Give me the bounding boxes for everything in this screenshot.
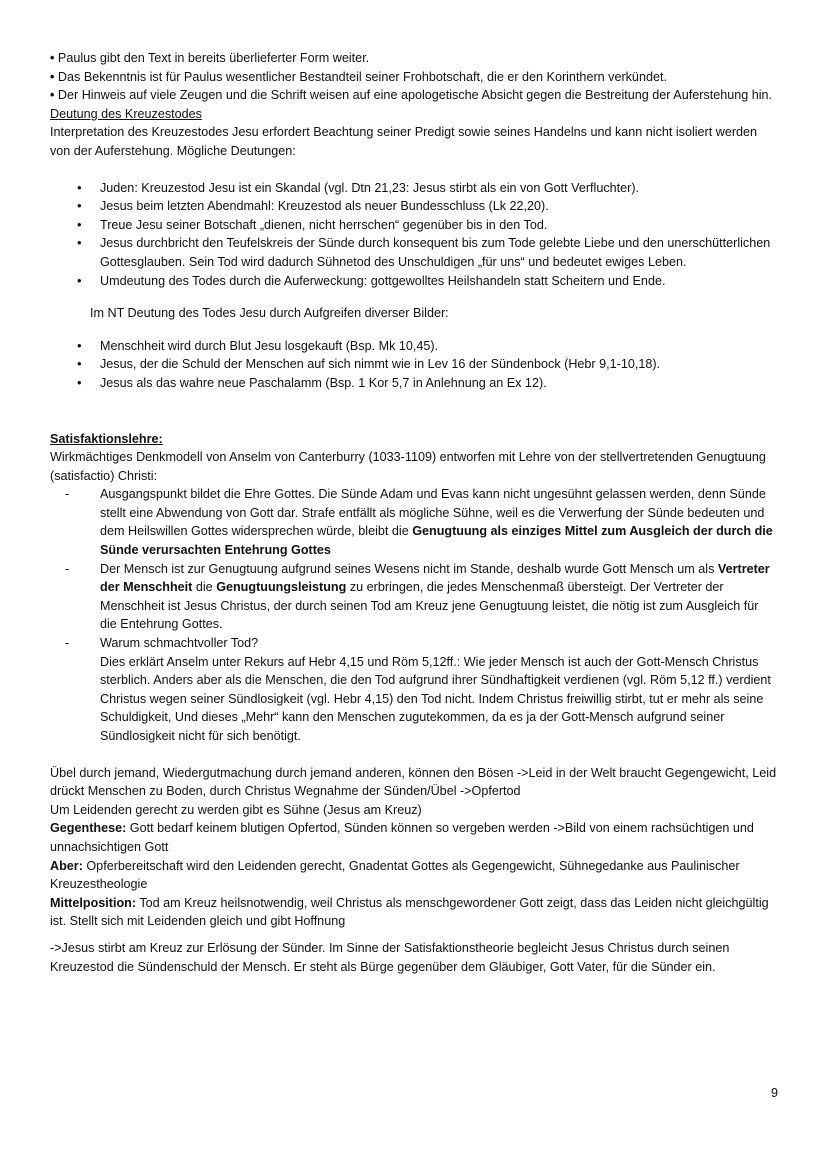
nt-intro: Im NT Deutung des Todes Jesu durch Aufgreifen diverser Bilder:	[90, 306, 449, 321]
aber-paragraph: Aber: Opferbereitschaft wird den Leidenden gerecht, Gnadentat Gottes als Gegengewicht, Sühnegedanke aus Paulinischer Kreuzestheologie	[50, 858, 740, 892]
nt-list	[50, 337, 778, 393]
section-heading-satisfaktion: Satisfaktionslehre:	[50, 431, 163, 446]
list-item: • Jesus beim letzten Abendmahl: Kreuzestod als neuer Bundesschluss (Lk 22,20).	[50, 197, 778, 216]
page-number: 9	[770, 1086, 778, 1100]
list-item: • Treue Jesu seiner Botschaft „dienen, nicht herrschen“ gegenüber bis in den Tod.	[50, 216, 778, 235]
deutung-list	[50, 179, 778, 291]
list-item: • Umdeutung des Todes durch die Auferweckung: gottgewolltes Heilshandeln statt Scheitern und Ende.	[50, 272, 778, 291]
intro-bullet: • Das Bekenntnis ist für Paulus wesentlicher Bestandteil seiner Frohbotschaft, die er den Korinthern verkündet.	[50, 69, 667, 84]
list-item: - Der Mensch ist zur Genugtuung aufgrund seines Wesens nicht im Stande, deshalb wurde Gott Mensch um als Vertreter der Menschheit die Genugtuungsleistung zu erbringen, die jedes Menschenmaß übersteigt. Der Vertreter der Menschheit ist Jesus Christus, der durch seinen Tod am Kreuz jene Genugtuung leistet, die nötig ist zum Ausgleich für die Entehrung Gottes.	[50, 560, 778, 634]
bullet-icon: •	[50, 69, 55, 84]
satisfaktion-list	[50, 485, 778, 745]
intro-bullet: • Paulus gibt den Text in bereits überlieferter Form weiter.	[50, 51, 370, 65]
schluss-paragraph: Übel durch jemand, Wiedergutmachung durch jemand anderen, können den Bösen ->Leid in der Welt braucht Gegengewicht, Leid drückt Menschen zu Boden, durch Christus Wegnahme der Sünden/Übel ->Opfertod	[50, 765, 777, 799]
satisfaktion-intro: Wirkmächtiges Denkmodell von Anselm von Canterburry (1033-1109) entworfen mit Lehre von der stellvertretenden Genugtuung (satisfactio) Christi:	[50, 450, 766, 483]
list-item: - Warum schmachtvoller Tod? Dies erklärt Anselm unter Rekurs auf Hebr 4,15 und Röm 5,12ff.: Wie jeder Mensch ist auch der Gott-Mensch Christus sterblich. Anders aber als die Menschen, die den Tod aufgrund ihrer Sündhaftigkeit verdienen (vgl. Röm 5,12 ff.) verdient Christus wegen seiner Sündlosigkeit (vgl. Hebr 4,15) den Tod nicht. Indem Christus freiwillig stirbt, tut er mehr als seine Schuldigkeit, Und dieses „Mehr“ kann den Menschen zugutekommen, da es ja der Gott-Mensch aufgrund seiner Sündlosigkeit nicht für sich benötigt.	[50, 634, 778, 746]
list-item: • Menschheit wird durch Blut Jesu losgekauft (Bsp. Mk 10,45).	[50, 337, 778, 356]
document-page	[50, 49, 778, 976]
list-item: • Jesus durchbricht den Teufelskreis der Sünde durch konsequent bis zum Tode gelebte Liebe und den unerschütterlichen Gottesglauben. Sein Tod wird dadurch Sühnetod des Unschuldigen „für uns“ und bedeutet ewiges Leben.	[50, 234, 778, 271]
intro-bullet: • Der Hinweis auf viele Zeugen und die Schrift weisen auf eine apologetische Absicht gegen die Bestreitung der Auferstehung hin.	[50, 88, 773, 103]
list-item: • Jesus als das wahre neue Paschalamm (Bsp. 1 Kor 5,7 in Anlehnung an Ex 12).	[50, 374, 778, 393]
list-item: • Jesus, der die Schuld der Menschen auf sich nimmt wie in Lev 16 der Sündenbock (Hebr 9,1-10,18).	[50, 355, 778, 374]
bullet-icon: •	[50, 88, 55, 103]
deutung-intro: Interpretation des Kreuzestodes Jesu erfordert Beachtung seiner Predigt sowie seines Handelns und kann nicht isoliert werden von der Auferstehung. Mögliche Deutungen:	[50, 125, 758, 158]
schluss-paragraph: Um Leidenden gerecht zu werden gibt es Sühne (Jesus am Kreuz)	[50, 802, 422, 817]
mittelposition-paragraph: Mittelposition: Tod am Kreuz heilsnotwendig, weil Christus als menschgewordener Gott zeigt, dass das Leiden nicht gleichgültig ist. Stellt sich mit Leidenden gleich und gibt Hoffnung	[50, 895, 769, 929]
list-item: - Ausgangspunkt bildet die Ehre Gottes. Die Sünde Adam und Evas kann nicht ungesühnt gelassen werden, denn Sünde stellt eine Abwendung von Gott dar. Strafe entfällt als mögliche Sühne, weil es die Verwerfung der Sünde bedeuten und dem Heilswillen Gottes widersprechen würde, bleibt die Genugtuung als einziges Mittel zum Ausgleich der durch die Sünde verursachten Entehrung Gottes	[50, 485, 778, 559]
gegenthese-paragraph: Gegenthese: Gott bedarf keinem blutigen Opfertod, Sünden können so vergeben werden ->Bild von einem rachsüchtigen und unnachsichtigen Gott	[50, 821, 754, 854]
section-heading-deutung: Deutung des Kreuzestodes	[50, 106, 202, 121]
conclusion-paragraph: ->Jesus stirbt am Kreuz zur Erlösung der Sünder. Im Sinne der Satisfaktionstheorie begleicht Jesus Christus durch seinen Kreuzestod die Sündenschuld der Mensch. Er steht als Bürge gegenüber dem Gläubiger, Gott Vater, für die Sünder ein.	[50, 940, 730, 974]
bullet-icon: •	[50, 51, 55, 65]
list-item: • Juden: Kreuzestod Jesu ist ein Skandal (vgl. Dtn 21,23: Jesus stirbt als ein von Gott Verfluchter).	[50, 179, 778, 198]
